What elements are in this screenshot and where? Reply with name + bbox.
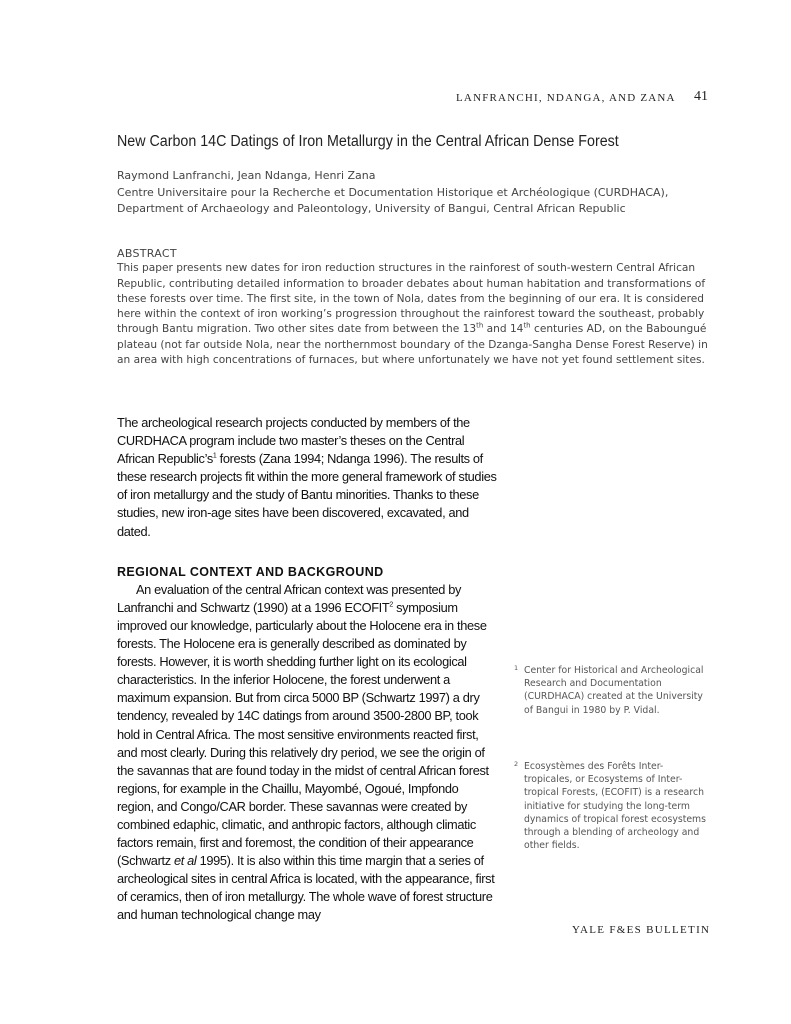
body-italic-text: et al — [173, 853, 197, 869]
footnote-1 — [514, 664, 709, 717]
main-body — [117, 414, 497, 925]
author-names: Raymond Lanfranchi, Jean Ndanga, Henri Zana — [117, 169, 376, 182]
abstract-label: ABSTRACT — [117, 247, 177, 260]
footnote-ref-2: 2 — [389, 601, 393, 609]
section-heading: REGIONAL CONTEXT AND BACKGROUND — [117, 564, 384, 579]
abstract-text-part: This paper presents new dates for iron reduction structures in the rainforest of south-western Central African Republic, contributing detailed information to broader debates about human habitation and transformations of these forests over time. The first site, in the town of Nola, dates from the beginning of our era. It is considered here within the context of iron working’s progression throughout the rainforest toward the southeast, probably through Bantu migration. Two other sites date from between the 13 — [117, 262, 706, 336]
abstract-text — [117, 261, 709, 368]
footnote-ref-1: 1 — [212, 452, 217, 460]
body-text-part: The archeological research projects conducted by members of the CURDHACA program include two master’s theses on the Central African Republic’s — [117, 415, 470, 467]
footnote-text: Ecosystèmes des Forêts Inter-tropicales, or Ecosystems of Inter-tropical Forests, (ECOFIT) is a research initiative for studying the long-term dynamics of tropical forest ecosystems through a blending of archeology and other fields. — [524, 761, 706, 852]
abstract — [117, 246, 709, 368]
page-number: 41 — [694, 89, 708, 104]
abstract-text-part: centuries AD, on the Baboungué plateau (not far outside Nola, near the northernmost boundary of the Dzanga-Sangha Dense Forest Reserve) in an area with high concentrations of furnaces, but where unfortunately we have not yet found settlement sites. — [117, 323, 708, 367]
abstract-superscript: th — [523, 321, 531, 330]
author-block — [117, 168, 707, 218]
author-affiliation: Centre Universitaire pour la Recherche et Documentation Historique et Archéologique (CURDHACA), Department of Archaeology and Paleontology, University of Bangui, Central African Republic — [117, 185, 669, 215]
footnote-text: Center for Historical and Archeological Research and Documentation (CURDHACA) created at the University of Bangui in 1980 by P. Vidal. — [524, 665, 704, 716]
footnote-number: 1 — [514, 664, 519, 672]
body-text-part: forests (Zana 1994; Ndanga 1996). The results of these research projects fit within the more general framework of studies of iron metallurgy and the study of Bantu minorities. Thanks to these studies, new iron-age sites have been discovered, excavated, and dated. — [117, 451, 497, 539]
abstract-superscript: th — [476, 321, 484, 330]
abstract-text-part: and 14 — [483, 323, 524, 336]
footer-publication: YALE F&ES BULLETIN — [572, 924, 711, 936]
paper-title: New Carbon 14C Datings of Iron Metallurgy in the Central African Dense Forest — [117, 133, 619, 150]
running-head-authors: LANFRANCHI, NDANGA, AND ZANA — [456, 92, 676, 104]
body-text-part: An evaluation of the central African context was presented by Lanfranchi and Schwartz (1990) at a 1996 ECOFIT — [117, 581, 462, 615]
footnote-2 — [514, 760, 709, 852]
body-text-part: symposium improved our knowledge, particularly about the Holocene era in these forests. The Holocene era is generally described as dominated by forests. However, it is worth shedding further light on its ecological characteristics. In the inferior Holocene, the forest underwent a maximum expansion. But from circa 5000 BP (Schwartz 1997) a dry tendency, revealed by 14C datings from around 3500-2800 BP, took hold in Central Africa. The most sensitive environments reacted first, and most clearly. During this relatively dry period, we see the origin of the savannas that are found today in the midst of central African forest regions, for example in the Chaillu, Mayombé, Ogoué, Impfondo region, and Congo/CAR border. These savannas were created by combined edaphic, climatic, and anthropic factors, although climatic factors remain, first and foremost, the condition of their appearance (Schwartz — [117, 599, 489, 869]
body-paragraph-intro — [117, 414, 497, 541]
body-text-part: 1995). It is also within this time margin that a series of archeological sites in central Africa is located, with the appearance, first of ceramics, then of iron metallurgy. The whole wave of forest structure and human technological change may — [117, 853, 495, 923]
footnote-number: 2 — [514, 760, 519, 768]
body-paragraph-context — [117, 581, 497, 925]
running-head — [456, 89, 708, 104]
